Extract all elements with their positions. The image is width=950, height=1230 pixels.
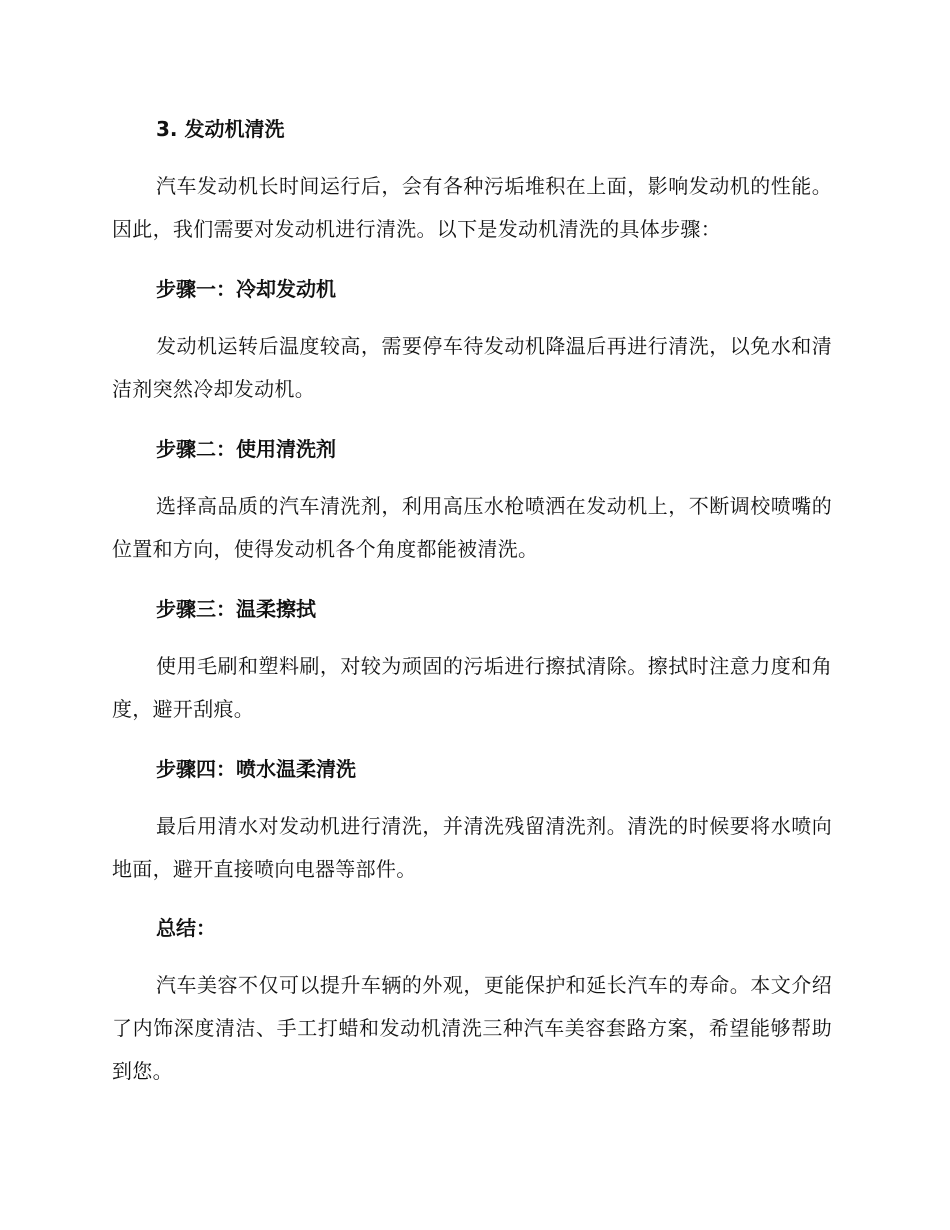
step-1-heading: 步骤一：冷却发动机 [156,277,336,301]
summary-paragraph: 汽车美容不仅可以提升车辆的外观，更能保护和延长汽车的寿命。本文介绍了内饰深度清洁、手工打蜡和发动机清洗三种汽车美容套路方案，希望能够帮助到您。 [112,973,832,1083]
section-intro-paragraph: 汽车发动机长时间运行后，会有各种污垢堆积在上面，影响发动机的性能。因此，我们需要对发动机进行清洗。以下是发动机清洗的具体步骤： [112,174,832,241]
step-1-paragraph: 发动机运转后温度较高，需要停车待发动机降温后再进行清洗，以免水和清洁剂突然冷却发动机。 [112,334,832,401]
step-4-paragraph: 最后用清水对发动机进行清洗，并清洗残留清洗剂。清洗的时候要将水喷向地面，避开直接喷向电器等部件。 [112,814,832,881]
step-4-heading: 步骤四：喷水温柔清洗 [156,757,356,781]
summary-heading: 总结： [156,916,216,940]
step-2-heading: 步骤二：使用清洗剂 [156,437,336,461]
step-3-heading: 步骤三：温柔擦拭 [156,597,316,621]
section-title: 3. 发动机清洗 [156,117,285,141]
step-3-paragraph: 使用毛刷和塑料刷，对较为顽固的污垢进行擦拭清除。擦拭时注意力度和角度，避开刮痕。 [112,654,832,721]
step-2-paragraph: 选择高品质的汽车清洗剂，利用高压水枪喷洒在发动机上，不断调校喷嘴的位置和方向，使得发动机各个角度都能被清洗。 [112,494,832,561]
